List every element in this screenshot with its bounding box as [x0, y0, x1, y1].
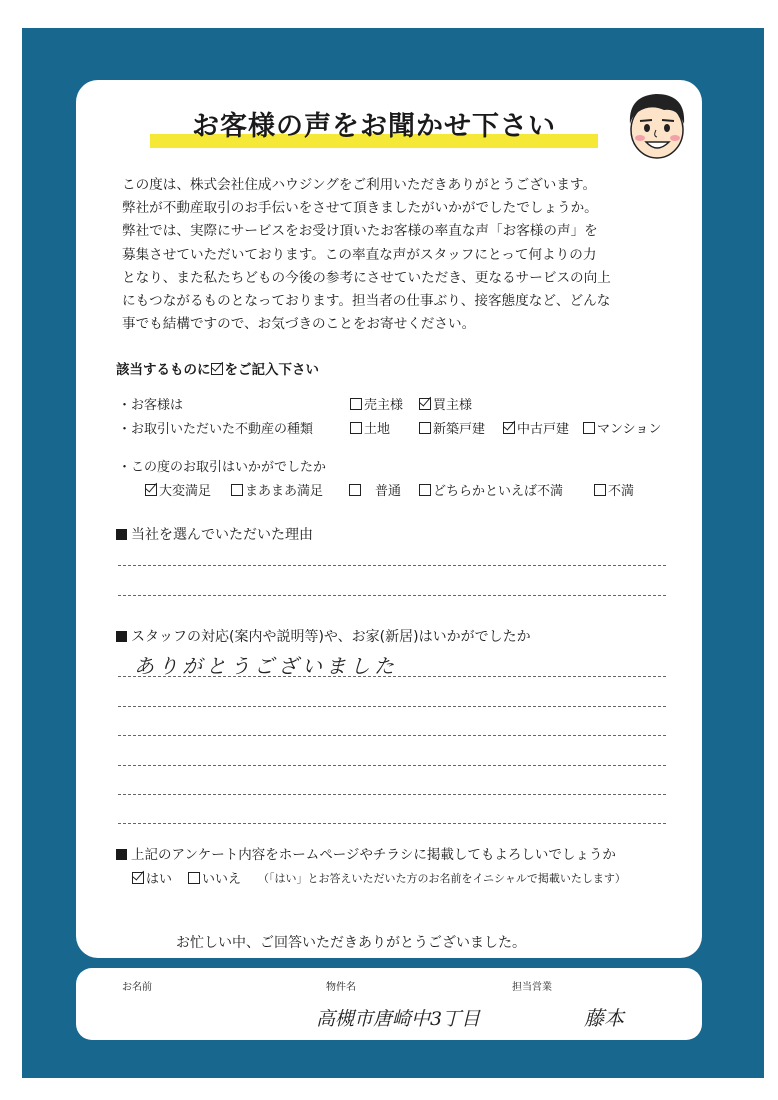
option-neutral[interactable] — [349, 480, 401, 499]
answer-line[interactable] — [118, 706, 666, 707]
option-label: まあまあ満足 — [245, 484, 324, 499]
question-customer-label: ・お客様は — [118, 398, 184, 413]
smiling-man-face-icon — [620, 86, 694, 164]
checkbox-fairly-satisfied[interactable] — [231, 484, 243, 496]
checkbox-sample-icon — [211, 363, 223, 375]
option-label: 買主様 — [433, 398, 473, 413]
intro-line: となり、また私たちどもの今後の参考にさせていただき、更なるサービスの向上 — [122, 269, 611, 286]
section-staff-text: スタッフの対応(案内や説明等)や、お家(新居)はいかがでしたか — [131, 629, 531, 645]
option-label: 普通 — [375, 484, 402, 499]
option-label: いいえ — [202, 872, 242, 887]
intro-line: 事でも結構ですので、お気づきのことをお寄せください。 — [122, 316, 476, 333]
instruction-suffix: をご記入下さい — [224, 362, 319, 378]
option-very-satisfied[interactable] — [145, 480, 211, 499]
option-label: 新築戸建 — [433, 422, 486, 437]
checkbox-used-house[interactable] — [503, 422, 515, 434]
option-fairly-satisfied[interactable] — [231, 480, 323, 499]
option-label: 売主様 — [364, 398, 404, 413]
checkbox-somewhat-dissatisfied[interactable] — [419, 484, 431, 496]
section-publish-text: 上記のアンケート内容をホームページやチラシに掲載してもよろしいでしょうか — [131, 847, 616, 863]
page-title: お客様の声をお聞かせ下さい — [192, 111, 556, 142]
publish-note: （「はい」とお答えいただいた方のお名前をイニシャルで掲載いたします） — [258, 872, 626, 885]
checkbox-publish-yes[interactable] — [132, 872, 144, 884]
section-reason-heading — [116, 524, 313, 544]
option-mansion[interactable] — [583, 418, 661, 437]
option-label: どちらかといえば不満 — [433, 484, 564, 499]
option-buyer[interactable] — [419, 394, 472, 413]
option-used-house[interactable] — [503, 418, 569, 437]
section-reason-text: 当社を選んでいただいた理由 — [131, 527, 313, 543]
checkbox-publish-no[interactable] — [188, 872, 200, 884]
answer-line[interactable] — [118, 823, 666, 824]
checkbox-dissatisfied[interactable] — [594, 484, 606, 496]
intro-line: 募集させていただいております。この率直な声がスタッフにとって何よりの力 — [122, 246, 597, 263]
option-publish-yes[interactable] — [132, 868, 172, 887]
staff-handwritten-answer: ありがとうございました — [134, 654, 398, 678]
footer-name-label: お名前 — [122, 982, 152, 993]
option-land[interactable] — [350, 418, 390, 437]
option-label: 土地 — [364, 422, 391, 437]
answer-line[interactable] — [118, 765, 666, 766]
checkbox-buyer[interactable] — [419, 398, 431, 410]
square-bullet-icon — [116, 849, 127, 860]
instruction — [116, 358, 319, 378]
option-publish-no[interactable] — [188, 868, 241, 887]
footer-sales-value: 藤本 — [584, 1006, 624, 1030]
checkbox-land[interactable] — [350, 422, 362, 434]
instruction-prefix: 該当するものに — [116, 362, 211, 378]
option-label: 大変満足 — [159, 484, 212, 499]
option-label: はい — [146, 872, 173, 887]
checkbox-neutral[interactable] — [349, 484, 361, 496]
answer-line[interactable] — [118, 676, 666, 677]
intro-line: にもつながるものとなっております。担当者の仕事ぶり、接客態度など、どんな — [122, 293, 611, 310]
question-property-label: ・お取引いただいた不動産の種類 — [118, 422, 314, 437]
option-somewhat-dissatisfied[interactable] — [419, 480, 563, 499]
option-label: 中古戸建 — [517, 422, 570, 437]
answer-line[interactable] — [118, 794, 666, 795]
square-bullet-icon — [116, 529, 127, 540]
answer-line[interactable] — [118, 565, 666, 566]
answer-line[interactable] — [118, 735, 666, 736]
thanks-message: お忙しい中、ご回答いただきありがとうございました。 — [176, 935, 526, 951]
intro-text — [122, 174, 662, 336]
section-staff-heading — [116, 626, 531, 646]
square-bullet-icon — [116, 631, 127, 642]
option-seller[interactable] — [350, 394, 403, 413]
checkbox-new-house[interactable] — [419, 422, 431, 434]
checkbox-mansion[interactable] — [583, 422, 595, 434]
checkbox-very-satisfied[interactable] — [145, 484, 157, 496]
footer-property-label: 物件名 — [326, 982, 356, 993]
footer-sales-label: 担当営業 — [512, 982, 552, 993]
intro-line: 弊社では、実際にサービスをお受け頂いたお客様の率直な声「お客様の声」を — [122, 223, 598, 240]
checkbox-seller[interactable] — [350, 398, 362, 410]
question-satisfaction-label: ・この度のお取引はいかがでしたか — [118, 460, 327, 475]
option-label: マンション — [597, 422, 662, 437]
intro-line: この度は、株式会社住成ハウジングをご利用いただきありがとうございます。 — [122, 177, 597, 193]
footer-property-value: 高槻市唐崎中3丁目 — [316, 1008, 481, 1030]
intro-line: 弊社が不動産取引のお手伝いをさせて頂きましたがいかがでしたでしょうか。 — [122, 200, 598, 217]
option-new-house[interactable] — [419, 418, 485, 437]
option-dissatisfied[interactable] — [594, 480, 634, 499]
option-label: 不満 — [608, 484, 635, 499]
answer-line[interactable] — [118, 595, 666, 596]
section-publish-heading — [116, 843, 616, 863]
